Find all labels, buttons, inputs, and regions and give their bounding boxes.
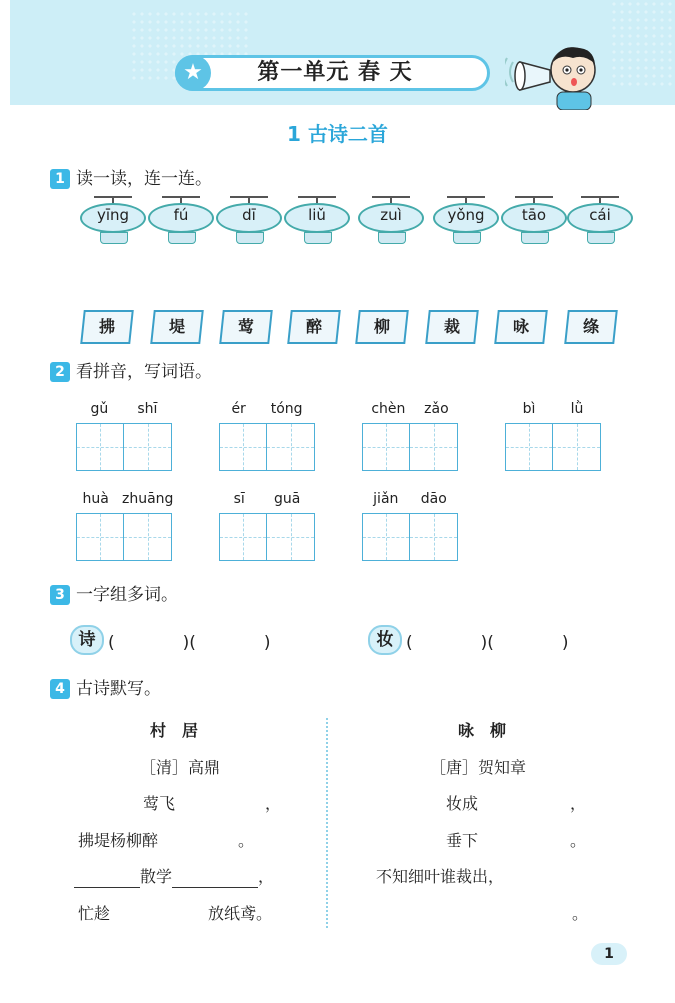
section-number: 4 <box>50 679 70 699</box>
poem-text: 忙趁 <box>78 904 111 923</box>
pinyin-syllable: zhuāng <box>121 491 174 507</box>
writing-cell[interactable] <box>76 423 124 471</box>
poem-text: 。 <box>238 831 255 850</box>
writing-cell[interactable] <box>267 513 315 561</box>
scroll-character: 莺 <box>237 317 254 336</box>
pinyin-word-box <box>76 491 180 561</box>
pinyin-word-box <box>76 401 172 471</box>
poem-text: 放纸鸢。 <box>208 904 273 923</box>
answer-blank[interactable] <box>172 887 258 888</box>
section-title: 一字组多词。 <box>76 585 178 605</box>
writing-cell[interactable] <box>76 513 124 561</box>
lantern[interactable] <box>80 196 146 248</box>
writing-cell[interactable] <box>219 513 267 561</box>
writing-cell[interactable] <box>410 513 458 561</box>
poem-line <box>78 903 272 925</box>
character-scroll[interactable] <box>219 310 273 344</box>
pinyin-syllable: ér <box>231 401 246 417</box>
pinyin-syllable: chèn <box>371 401 406 417</box>
character-scroll[interactable] <box>150 310 204 344</box>
poem-line: 不知细叶谁裁出， <box>376 867 505 886</box>
poem-text: 妆成 <box>446 794 479 813</box>
poem-line <box>446 793 586 815</box>
flower-character-badge: 妆 <box>368 625 402 655</box>
lantern[interactable] <box>358 196 424 248</box>
pinyin-syllable: sī <box>233 491 245 507</box>
section-3-heading <box>50 584 178 606</box>
pinyin-syllable: jiǎn <box>373 491 399 507</box>
scroll-character: 裁 <box>443 317 460 336</box>
scroll-character: 咏 <box>512 317 529 336</box>
pinyin-label: cái <box>589 206 611 224</box>
poem-line <box>446 830 586 852</box>
poem-title: 村 居 <box>150 721 199 740</box>
poem-text: 垂下 <box>446 831 479 850</box>
poem-line <box>143 793 281 815</box>
scroll-character: 柳 <box>373 317 390 336</box>
pinyin-label: tāo <box>521 206 547 224</box>
poem-line <box>376 903 588 925</box>
pinyin-syllable: lǜ <box>570 401 584 417</box>
pinyin-syllable: gǔ <box>90 401 109 417</box>
writing-cell[interactable] <box>124 513 172 561</box>
poem-title: 咏 柳 <box>458 721 507 740</box>
poem-text: ， <box>570 794 587 813</box>
section-number: 2 <box>50 362 70 382</box>
section-title: 古诗默写。 <box>76 679 161 699</box>
lantern[interactable] <box>567 196 633 248</box>
pinyin-label: liǔ <box>308 206 326 224</box>
character-scroll[interactable] <box>355 310 409 344</box>
answer-parentheses[interactable]: ( )( ) <box>406 633 569 653</box>
poem-divider <box>326 718 328 928</box>
character-scroll[interactable] <box>494 310 548 344</box>
pinyin-word-box <box>219 491 315 561</box>
poem-text: 莺飞 <box>143 794 176 813</box>
writing-cell[interactable] <box>267 423 315 471</box>
poem-text: 。 <box>570 831 587 850</box>
pinyin-syllable: dāo <box>420 491 447 507</box>
section-4-heading <box>50 678 161 700</box>
poem-text: 拂堤杨柳醉 <box>78 831 159 850</box>
writing-cell[interactable] <box>124 423 172 471</box>
poem-text: ， <box>258 867 275 886</box>
pinyin-word-box <box>362 401 458 471</box>
pinyin-syllable: bì <box>522 401 536 417</box>
scroll-character: 堤 <box>168 317 185 336</box>
poem-author: ［清］高鼎 <box>140 758 221 777</box>
section-number: 1 <box>50 169 70 189</box>
pinyin-label: zuì <box>380 206 402 224</box>
writing-cell[interactable] <box>362 513 410 561</box>
pinyin-label: yǒng <box>447 206 485 224</box>
pinyin-label: fú <box>173 206 189 224</box>
character-scroll[interactable] <box>564 310 618 344</box>
pinyin-word-box <box>362 491 458 561</box>
character-scroll[interactable] <box>287 310 341 344</box>
poem-line <box>74 866 274 888</box>
answer-blank[interactable] <box>74 887 140 888</box>
pinyin-word-box <box>505 401 601 471</box>
lantern[interactable] <box>148 196 214 248</box>
lantern[interactable] <box>433 196 499 248</box>
section-2-heading <box>50 361 212 383</box>
writing-cell[interactable] <box>410 423 458 471</box>
scroll-character: 拂 <box>98 317 115 336</box>
pinyin-syllable: shī <box>137 401 158 417</box>
section-number: 3 <box>50 585 70 605</box>
mascot-megaphone-icon <box>505 40 605 110</box>
lantern[interactable] <box>501 196 567 248</box>
pinyin-word-box <box>219 401 315 471</box>
header-dot-pattern <box>610 0 675 90</box>
section-title: 看拼音，写词语。 <box>76 362 212 382</box>
scroll-character: 绦 <box>582 317 599 336</box>
page-number: 1 <box>591 943 627 965</box>
pinyin-label: dī <box>242 206 256 224</box>
pinyin-syllable: zǎo <box>424 401 449 417</box>
section-title: 读一读，连一连。 <box>76 169 212 189</box>
poem-text: ， <box>265 794 282 813</box>
character-scroll[interactable] <box>80 310 134 344</box>
pinyin-syllable: tóng <box>270 401 303 417</box>
pinyin-syllable: guā <box>274 491 301 507</box>
scroll-character: 醉 <box>305 317 322 336</box>
unit-title: 第一单元 春 天 <box>257 60 413 85</box>
lantern[interactable] <box>216 196 282 248</box>
section-1-heading <box>50 168 212 190</box>
poem-author: ［唐］贺知章 <box>430 758 527 777</box>
poem-text: 散学 <box>140 867 173 886</box>
writing-cell[interactable] <box>553 423 601 471</box>
answer-parentheses[interactable]: ( )( ) <box>108 633 271 653</box>
pinyin-label: yīng <box>96 206 130 224</box>
lantern[interactable] <box>284 196 350 248</box>
writing-cell[interactable] <box>219 423 267 471</box>
poem-text: 。 <box>572 904 589 923</box>
poem-line <box>78 830 254 852</box>
writing-cell[interactable] <box>362 423 410 471</box>
pinyin-syllable: huà <box>82 491 109 507</box>
writing-cell[interactable] <box>505 423 553 471</box>
flower-character-badge: 诗 <box>70 625 104 655</box>
character-scroll[interactable] <box>425 310 479 344</box>
lesson-title: 1 古诗二首 <box>287 122 388 146</box>
star-icon: ★ <box>175 55 211 91</box>
